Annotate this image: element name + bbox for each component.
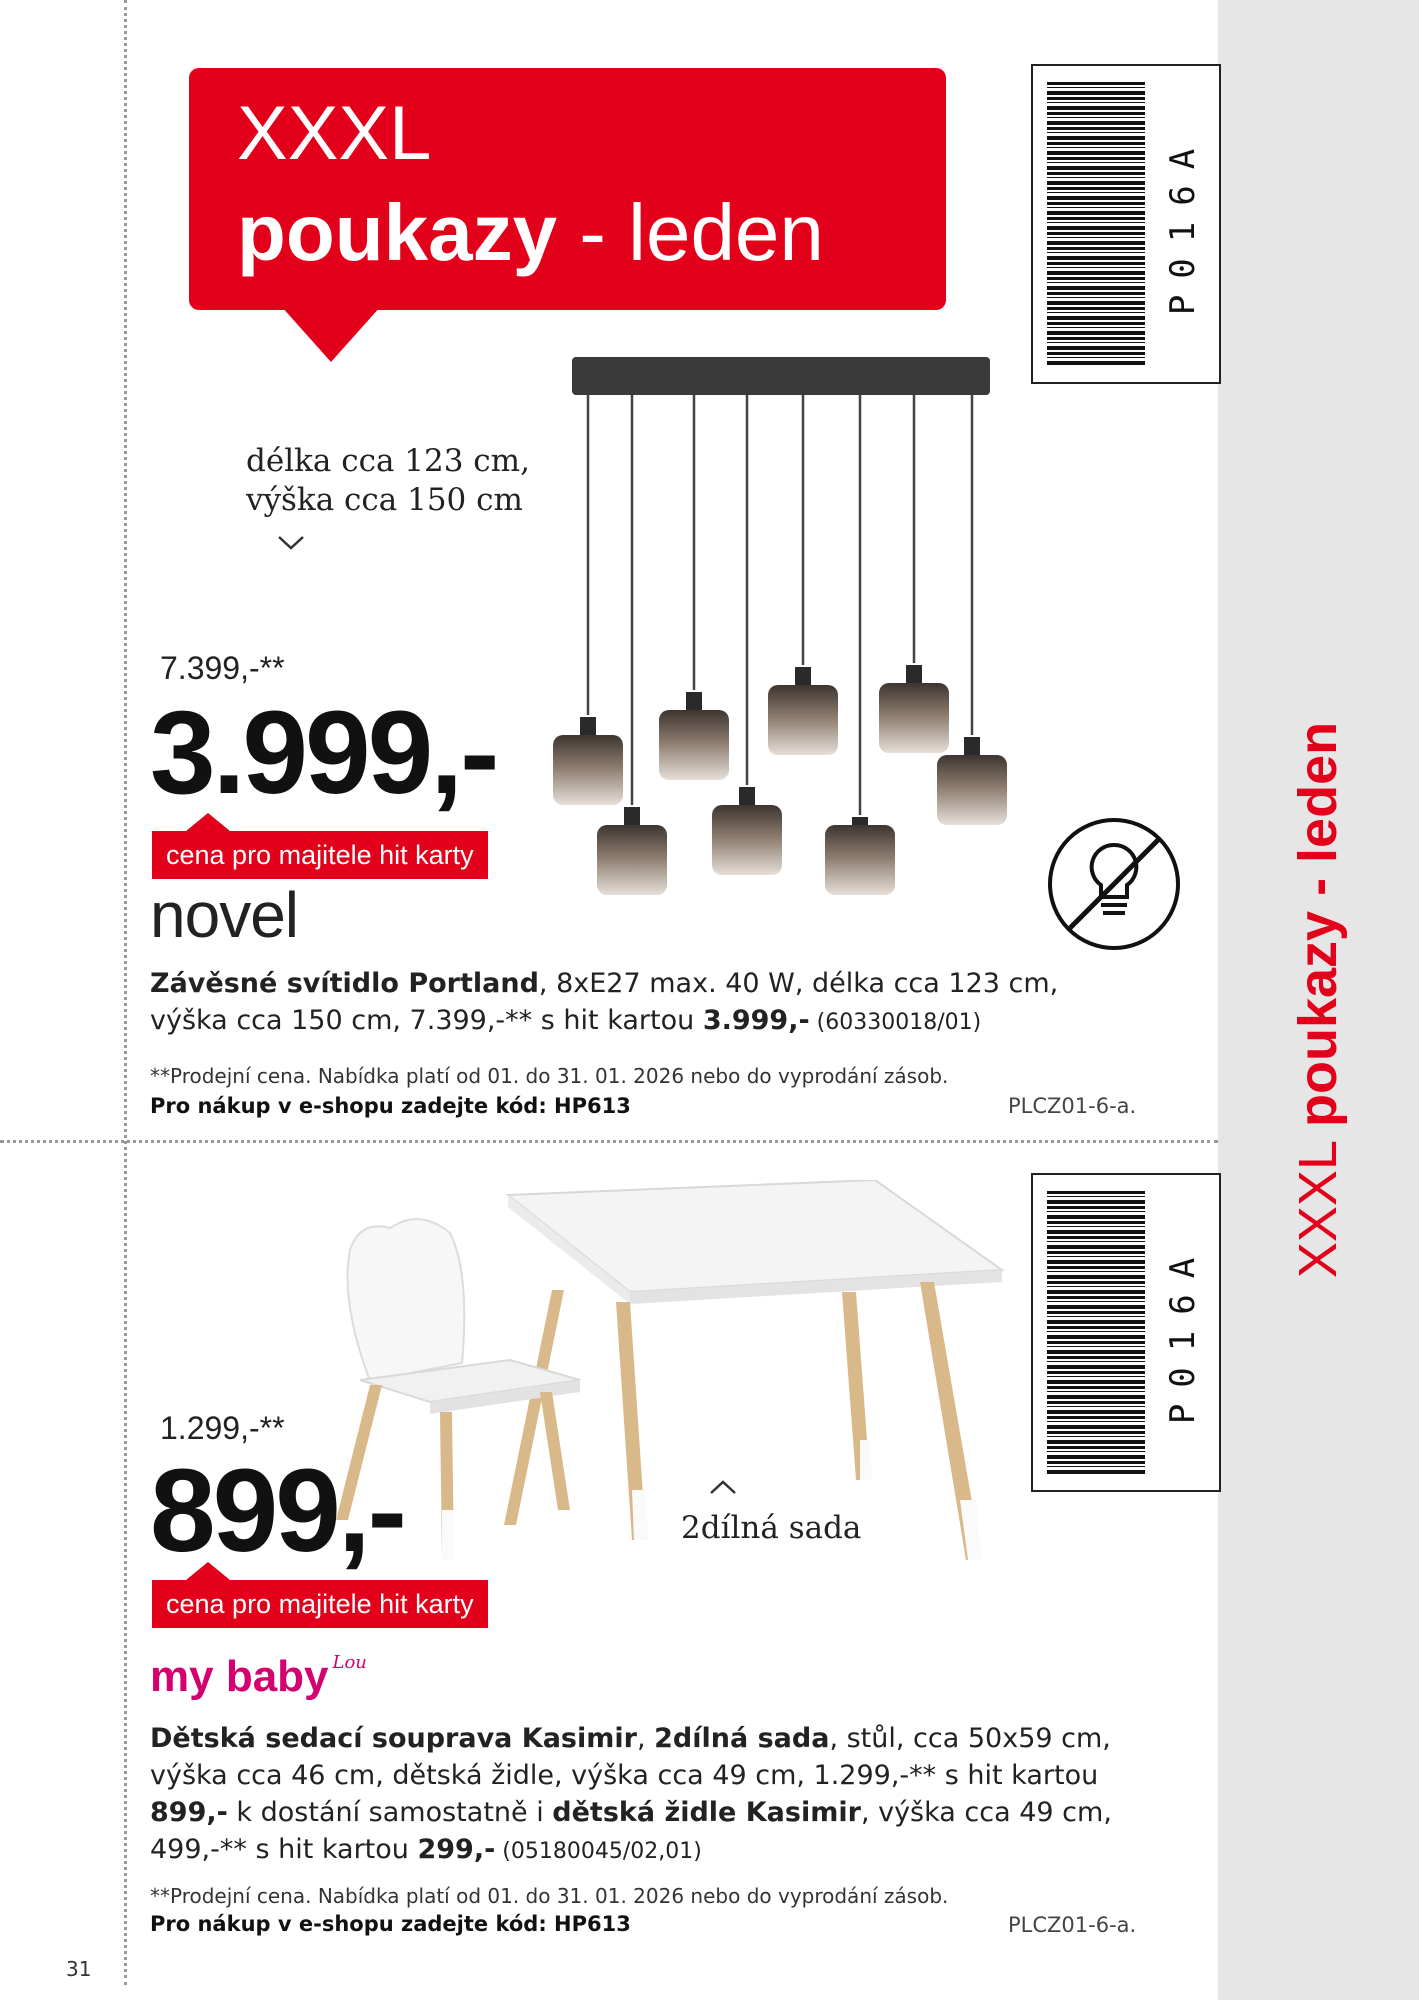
brand-lou-text: Lou bbox=[332, 1652, 367, 1673]
offer2-eshop-code: Pro nákup v e-shopu zadejte kód: HP613 bbox=[150, 1912, 631, 1936]
coupon-barcode-2 bbox=[1031, 1173, 1221, 1492]
no-bulb-icon bbox=[1045, 815, 1183, 953]
brand-novel-logo: novel bbox=[150, 879, 298, 951]
dimension-height: výška cca 150 cm bbox=[246, 482, 523, 518]
barcode-text: P016A bbox=[1163, 132, 1203, 316]
barcode-bars bbox=[1047, 1191, 1145, 1474]
price-2: 899,- bbox=[150, 1445, 404, 1577]
vertical-cut-line bbox=[124, 0, 127, 1985]
set-label: 2dílná sada bbox=[681, 1510, 862, 1546]
sidebar-title: XXXL poukazy - leden bbox=[1288, 721, 1348, 1279]
offer2-description: Dětská sedací souprava Kasimir, 2dílná sada, stůl, cca 50x59 cm, výška cca 46 cm, dětská židle, výška cca 49 cm, 1.299,-** s hit kartou 899,- k dostání samostatně i dětská židle Kasimir, výška cca 49 cm, 499,-** s hit kartou 299,- (05180045/02,01) bbox=[150, 1723, 1112, 1865]
offer1-plcz: PLCZ01-6-a. bbox=[1008, 1094, 1137, 1118]
offer1-eshop-code: Pro nákup v e-shopu zadejte kód: HP613 bbox=[150, 1094, 631, 1118]
brand-mybaby-logo bbox=[150, 1652, 367, 1702]
horizontal-cut-line bbox=[0, 1140, 1218, 1143]
price-1: 3.999,- bbox=[150, 687, 497, 819]
kids-table-chair-image bbox=[330, 1180, 1030, 1580]
header-banner bbox=[189, 68, 946, 310]
old-price-2: 1.299,-** bbox=[160, 1410, 285, 1446]
old-price-1: 7.399,-** bbox=[160, 650, 285, 686]
banner-line2: poukazy - leden bbox=[237, 188, 824, 277]
lamp-dimensions bbox=[246, 442, 530, 520]
brand-mybaby-text: my baby bbox=[150, 1652, 329, 1701]
offer2-footnote: **Prodejní cena. Nabídka platí od 01. do 31. 01. 2026 nebo do vyprodání zásob. bbox=[150, 1884, 949, 1908]
offer2-plcz: PLCZ01-6-a. bbox=[1008, 1913, 1137, 1937]
banner-pointer bbox=[281, 306, 381, 362]
barcode-text: P016A bbox=[1163, 1241, 1203, 1424]
hit-card-badge-1: cena pro majitele hit karty bbox=[152, 831, 488, 879]
coupon-barcode-1 bbox=[1031, 64, 1221, 384]
offer1-footnote: **Prodejní cena. Nabídka platí od 01. do 31. 01. 2026 nebo do vyprodání zásob. bbox=[150, 1064, 949, 1088]
chevron-down-icon bbox=[276, 534, 306, 552]
barcode-bars bbox=[1047, 82, 1145, 366]
offer1-description: Závěsné svítidlo Portland, 8xE27 max. 40 W, délka cca 123 cm, výška cca 150 cm, 7.399,-** s hit kartou 3.999,- (60330018/01) bbox=[150, 968, 1059, 1036]
hit-card-badge-2: cena pro majitele hit karty bbox=[152, 1580, 488, 1628]
dimension-length: délka cca 123 cm, bbox=[246, 443, 530, 479]
pendant-lamp-image bbox=[540, 345, 1010, 905]
banner-line1: XXXL bbox=[237, 91, 432, 176]
chevron-up-icon bbox=[708, 1478, 738, 1496]
page-number: 31 bbox=[66, 1957, 92, 1981]
